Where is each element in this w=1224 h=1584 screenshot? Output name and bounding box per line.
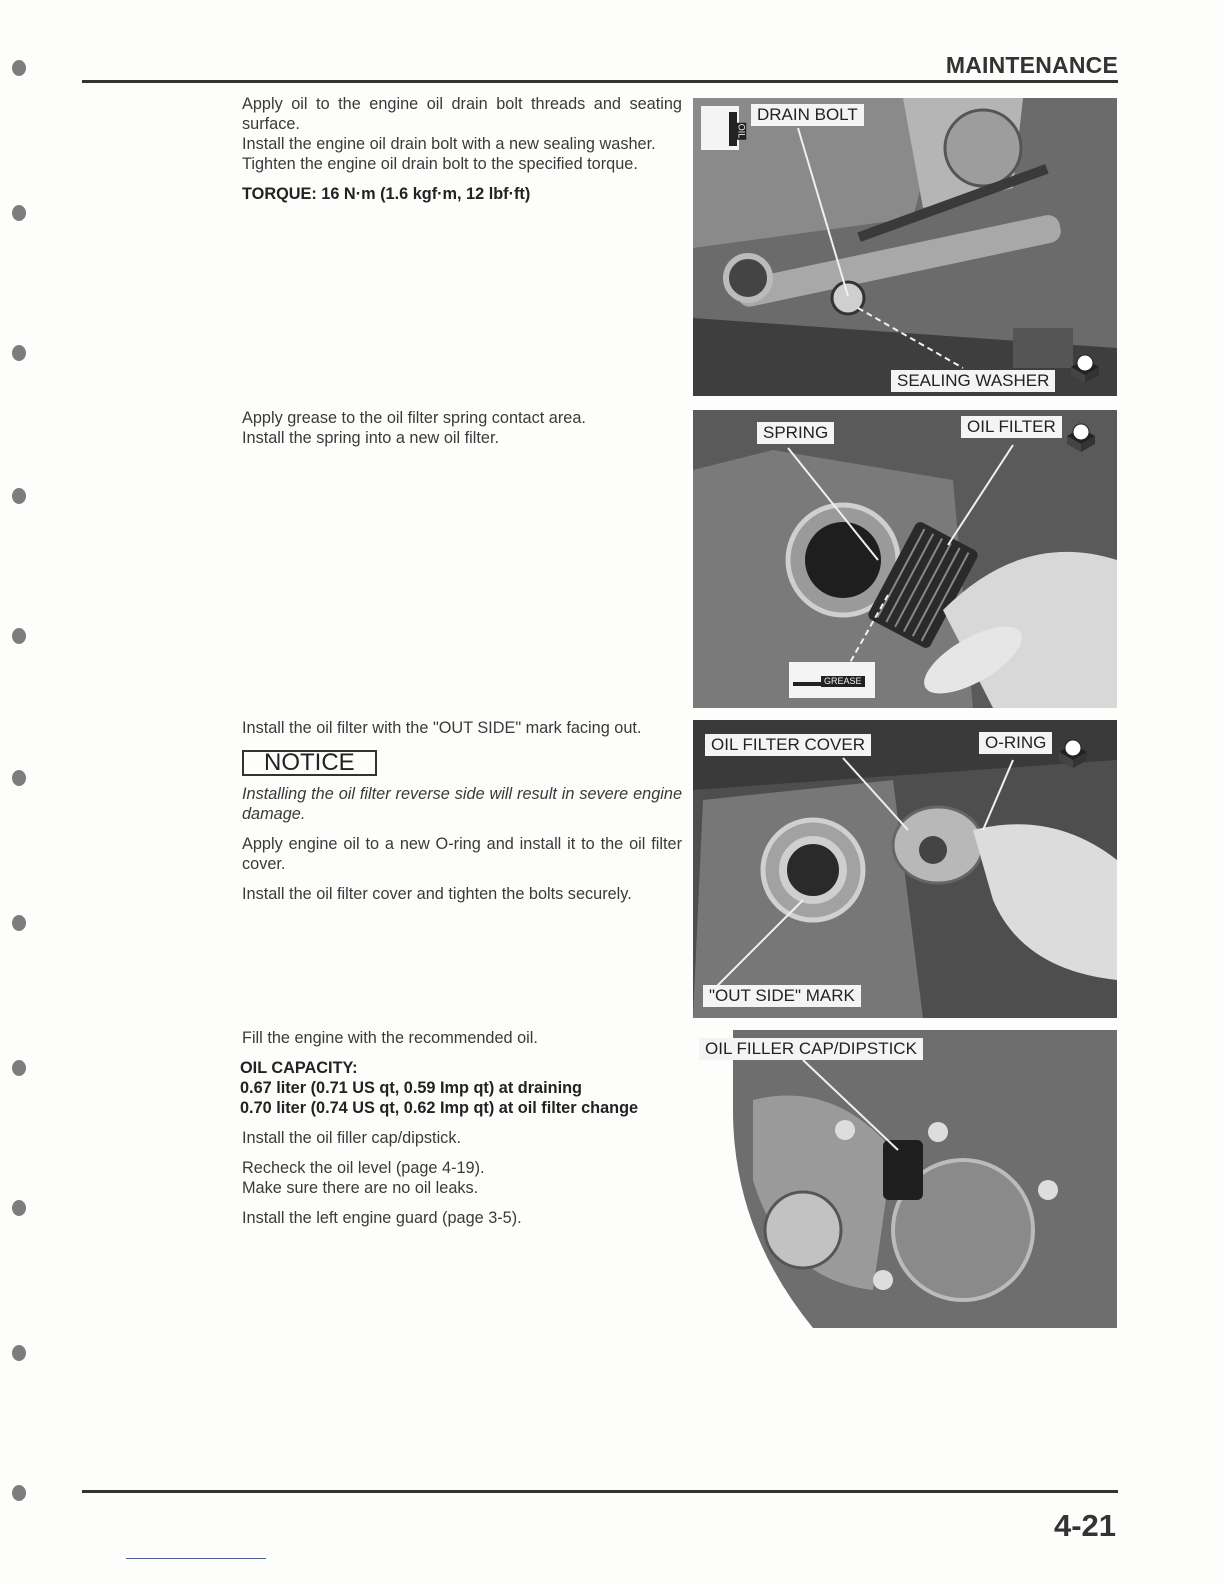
- oil-filler-illustration: [693, 1030, 1117, 1328]
- new-part-icon: [1057, 738, 1089, 768]
- grease-tag: GREASE: [821, 676, 865, 687]
- filter-step-1: Install the oil filter with the "OUT SIDE" mark facing out.: [242, 719, 642, 737]
- drain-step-1: Apply oil to the engine oil drain bolt threads and seating surface.: [242, 95, 682, 133]
- binder-hole: [12, 205, 26, 221]
- filter-cover-label: OIL FILTER COVER: [705, 734, 871, 756]
- fill-step-4: Make sure there are no oil leaks.: [242, 1179, 479, 1197]
- fill-step-3: Recheck the oil level (page 4-19).: [242, 1159, 485, 1177]
- fill-step-5: Install the left engine guard (page 3-5).: [242, 1209, 522, 1227]
- spring-step-1: Apply grease to the oil filter spring contact area.: [242, 409, 586, 427]
- sealing-washer-label: SEALING WASHER: [891, 370, 1055, 392]
- oil-filter-photo: [693, 410, 1117, 708]
- oring-label: O-RING: [979, 732, 1052, 754]
- oil-tag: OIL: [736, 123, 747, 139]
- binder-hole: [12, 345, 26, 361]
- binder-hole: [12, 488, 26, 504]
- filter-install-instructions: [242, 718, 682, 904]
- binder-hole: [12, 915, 26, 931]
- filter-cover-illustration: [693, 720, 1117, 1018]
- section-header: MAINTENANCE: [945, 52, 1118, 78]
- fill-step-2: Install the oil filler cap/dipstick.: [242, 1129, 461, 1147]
- header-rule: [82, 80, 1118, 83]
- notice-text: Installing the oil filter reverse side will result in severe engine damage.: [242, 785, 682, 823]
- new-part-icon: [1069, 353, 1101, 383]
- capacity-draining: 0.67 liter (0.71 US qt, 0.59 Imp qt) at draining: [240, 1079, 582, 1097]
- new-part-icon: [1065, 422, 1097, 452]
- binder-hole: [12, 628, 26, 644]
- filter-step-3: Install the oil filter cover and tighten the bolts securely.: [242, 885, 632, 903]
- drain-step-2: Install the engine oil drain bolt with a new sealing washer.: [242, 135, 656, 153]
- oil-filter-label: OIL FILTER: [961, 416, 1062, 438]
- spring-instructions: [242, 408, 682, 448]
- drain-bolt-illustration: [693, 98, 1117, 396]
- torque-spec: TORQUE: 16 N·m (1.6 kgf·m, 12 lbf·ft): [242, 185, 531, 203]
- spring-label: SPRING: [757, 422, 834, 444]
- oil-filter-illustration: [693, 410, 1117, 708]
- spring-step-2: Install the spring into a new oil filter.: [242, 429, 500, 447]
- notice-box: NOTICE: [242, 750, 377, 776]
- binder-hole: [12, 60, 26, 76]
- filter-cover-photo: [693, 720, 1117, 1018]
- page-number: 4-21: [1053, 1508, 1116, 1543]
- drain-bolt-photo: [693, 98, 1117, 396]
- fill-step-1: Fill the engine with the recommended oil.: [242, 1029, 538, 1047]
- drain-step-3: Tighten the engine oil drain bolt to the specified torque.: [242, 155, 638, 173]
- binder-hole: [12, 1485, 26, 1501]
- capacity-filter-change: 0.70 liter (0.74 US qt, 0.62 Imp qt) at oil filter change: [240, 1099, 639, 1117]
- drain-bolt-label: DRAIN BOLT: [751, 104, 864, 126]
- binder-hole: [12, 1200, 26, 1216]
- drain-bolt-instructions: [242, 94, 682, 204]
- binder-hole: [12, 770, 26, 786]
- oil-fill-instructions: [242, 1028, 682, 1228]
- outside-mark-label: "OUT SIDE" MARK: [703, 985, 861, 1007]
- oil-filler-label: OIL FILLER CAP/DIPSTICK: [699, 1038, 923, 1060]
- filter-step-2: Apply engine oil to a new O-ring and install it to the oil filter cover.: [242, 835, 682, 873]
- capacity-title: OIL CAPACITY:: [240, 1059, 358, 1077]
- footer-link-line: [126, 1558, 266, 1559]
- footer-rule: [82, 1490, 1118, 1493]
- binder-hole: [12, 1345, 26, 1361]
- oil-filler-photo: [693, 1030, 1117, 1328]
- binder-hole: [12, 1060, 26, 1076]
